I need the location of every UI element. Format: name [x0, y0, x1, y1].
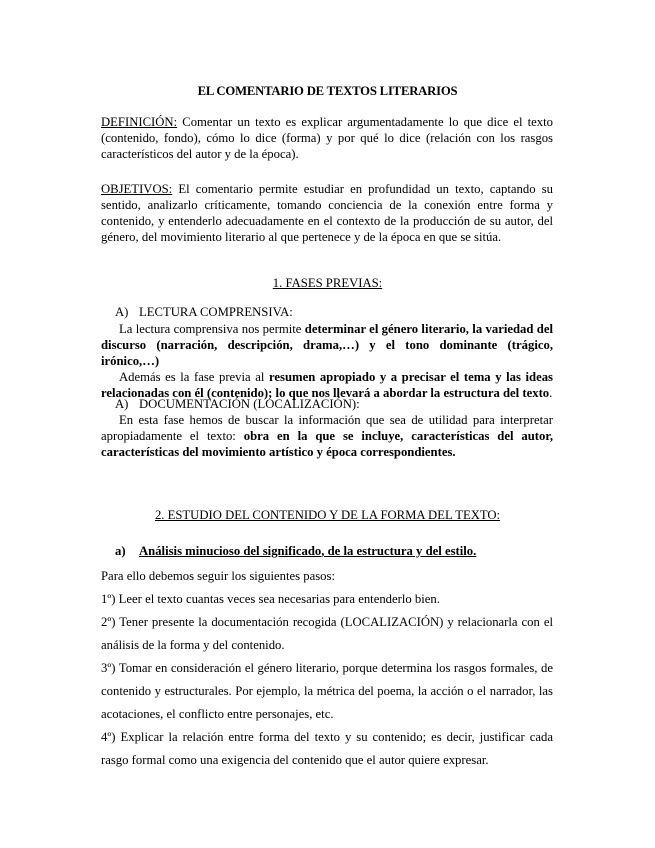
steps-list: [101, 565, 553, 772]
reading-p1-text: La lectura comprensiva nos permite: [119, 322, 305, 336]
step-item: 1º) Leer el texto cuantas veces sea necesarias para entenderlo bien.: [101, 592, 440, 606]
reading-p2-text: Además es la fase previa al: [119, 370, 269, 384]
documentation-letter: A): [115, 397, 129, 411]
documentation-body: [101, 412, 553, 460]
documentation-paragraph: [101, 412, 553, 460]
reading-title: LECTURA COMPRENSIVA:: [139, 305, 293, 319]
analysis-letter: a): [115, 544, 126, 558]
objectives-text: El comentario permite estudiar en profundidad un texto, captando su sentido, analizarlo críticamente, tomando conciencia de la conexión entre forma y contenido, y entenderlo adecuadamente en el contexto de la producción de su autor, del género, del movimiento literario al que pertenece y de la época en que se sitúa.: [101, 182, 553, 244]
objectives-paragraph: [101, 181, 553, 245]
analysis-subheading: [115, 544, 476, 559]
analysis-sep-1: ,: [321, 544, 328, 558]
step-item: 4º) Explicar la relación entre forma del texto y su contenido; es decir, justificar cada rasgo formal como una exigencia del contenido que el autor quiere expresar.: [101, 730, 553, 767]
step-item: 2º) Tener presente la documentación recogida (LOCALIZACIÓN) y relacionarla con el análisis de la forma y del contenido.: [101, 615, 553, 652]
objectives-label: OBJETIVOS:: [101, 182, 173, 196]
reading-p1-bold: determinar el género literario, la variedad del discurso (narración, descripción, drama,…) y el tono dominante (trágico, irónico,…): [101, 322, 553, 368]
definition-paragraph: [101, 114, 553, 162]
documentation-text: En esta fase hemos de buscar la información que sea de utilidad para interpretar apropiadamente el texto:: [101, 413, 553, 443]
reading-p2-end: .: [549, 386, 553, 400]
reading-paragraph-1: [101, 321, 553, 369]
documentation-bold: obra en la que se incluye, características del autor, características del movimiento artístico y época correspondientes.: [101, 429, 553, 459]
analysis-title-part2: de la estructura: [327, 544, 413, 558]
analysis-title-part3: del estilo.: [425, 544, 477, 558]
definition-label: DEFINICIÓN:: [101, 115, 178, 129]
analysis-title-part1: Análisis minucioso del significado: [139, 544, 322, 558]
analysis-sep-2: y: [412, 544, 426, 558]
definition-text: Comentar un texto es explicar argumentadamente lo que dice el texto (contenido, fondo), cómo lo dice (forma) y por qué lo dice (relación con los rasgos característicos del autor y de la época).: [101, 115, 553, 161]
section2-heading: 2. ESTUDIO DEL CONTENIDO Y DE LA FORMA DEL TEXTO:: [154, 508, 501, 522]
documentation-subheading: [115, 397, 360, 412]
reading-p2-bold: resumen apropiado y a precisar el tema y las ideas relacionadas con él (contenido); lo que nos llevará a abordar la estructura del texto: [101, 370, 553, 400]
step-item: 3º) Tomar en consideración el género literario, porque determina los rasgos formales, de contenido y estructurales. Por ejemplo, la métrica del poema, la acción o el narrador, las acotaciones, el conflicto entre personajes, etc.: [101, 661, 553, 721]
reading-letter: A): [115, 305, 129, 319]
reading-subheading: [115, 305, 293, 320]
reading-body: [101, 321, 553, 401]
document-title: EL COMENTARIO DE TEXTOS LITERARIOS: [197, 84, 458, 98]
steps-intro: Para ello debemos seguir los siguientes pasos:: [101, 569, 335, 583]
section1-heading: 1. FASES PREVIAS:: [272, 276, 383, 290]
documentation-title: DOCUMENTACIÓN (LOCALIZACIÓN):: [139, 397, 360, 411]
